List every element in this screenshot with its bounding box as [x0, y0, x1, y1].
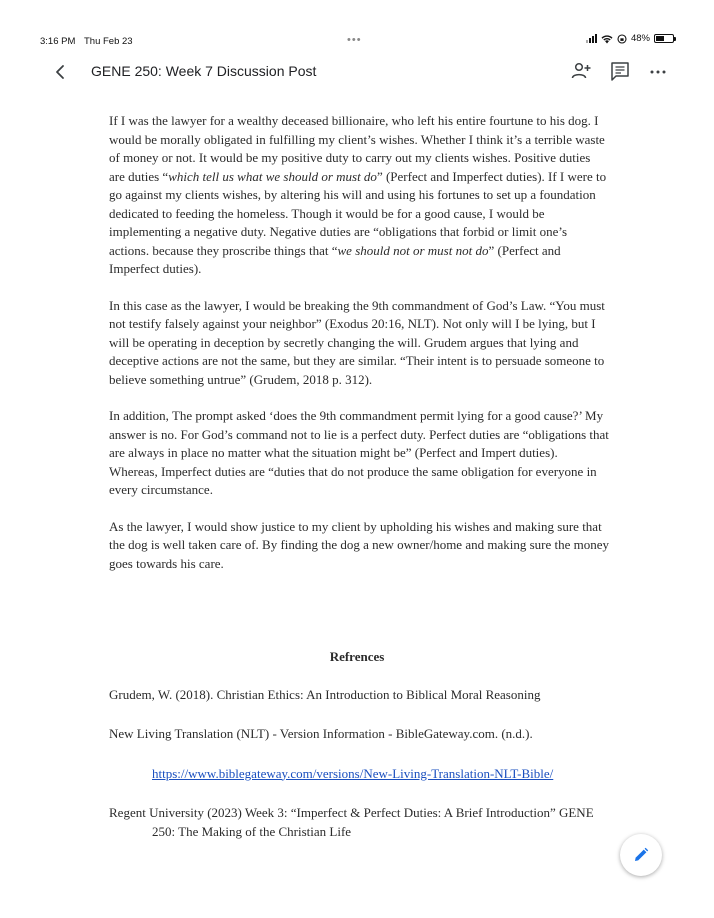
document-body[interactable]: [109, 112, 609, 862]
add-person-icon: [569, 59, 593, 83]
battery-icon: [654, 34, 674, 43]
paragraph-1-text-b: ” (Perfect and Imperfect duties). If I were to go against my clients wishes, by altering his will and using his fortunes to set up a foundation dedicated to feeding the homeless. Though it would be for a good cause, I would be implementing a negative duty. Negative duties are “obligations that forbid or limit one’s actions. because they proscribe things that “: [109, 168, 607, 258]
more-options-button[interactable]: [646, 59, 670, 83]
status-indicators: [586, 33, 674, 44]
document-title: GENE 250: Week 7 Discussion Post: [91, 63, 317, 79]
back-button[interactable]: [50, 58, 72, 86]
back-arrow-icon: [50, 58, 72, 86]
status-time: 3:16 PM: [40, 36, 76, 47]
status-date: Thu Feb 23: [84, 36, 133, 47]
paragraph-1: [109, 112, 609, 279]
paragraph-4: As the lawyer, I would show justice to my client by upholding his wishes and making sure that the dog is well taken care of. By finding the dog a new owner/home and making sure the money goes towards his care.: [109, 518, 610, 571]
more-icon: [646, 59, 670, 83]
paragraph-1-text-a: If I was the lawyer for a wealthy deceased billionaire, who left his entire fourtune to his dog. I would be morally obligated in fulfilling my client’s wishes. Whether I think it’s a terrible waste of money or not. It would be my positive duty to carry out my clients wishes. Positive duties are duties “: [109, 113, 605, 184]
wifi-icon: [601, 34, 613, 44]
status-bar: [0, 0, 714, 47]
references-heading: Refrences: [329, 649, 385, 664]
app-bar: [0, 56, 714, 92]
battery-percent: 48%: [630, 33, 650, 44]
reference-link[interactable]: https://www.biblegateway.com/versions/New-Living-Translation-NLT-Bible/: [152, 765, 554, 781]
reference-text: New Living Translation (NLT) - Version Information - BibleGateway.com. (n.d.).: [109, 726, 533, 741]
comments-button[interactable]: [608, 59, 632, 83]
comment-icon: [608, 59, 632, 83]
paragraph-1-italic-2: we should not or must not do: [337, 242, 489, 258]
paragraph-1-italic-1: which tell us what we should or must do: [168, 168, 377, 184]
orientation-lock-icon: [617, 34, 627, 44]
paragraph-1-text-c: ” (Perfect and Imperfect duties).: [109, 242, 561, 276]
edit-pencil-icon: [632, 846, 650, 864]
edit-button[interactable]: [620, 834, 662, 876]
reference-item: [109, 725, 609, 783]
multitasking-dots[interactable]: •••: [347, 34, 362, 46]
reference-item: Regent University (2023) Week 3: “Imperfect & Perfect Duties: A Brief Introduction” GENE 250: The Making of the Christian Life: [109, 805, 594, 839]
signal-icon: [586, 34, 597, 43]
paragraph-2: In this case as the lawyer, I would be breaking the 9th commandment of God’s Law. “You must not testify falsely against your neighbor” (Exodus 20:16, NLT). Not only will I be lying, but I will be operating in deception by secretly changing the will. Grudem argues that lying and deceptive actions are not the same, but they are similar. “Their intent is to persuade someone to believe something untrue” (Grudem, 2018 p. 312).: [109, 297, 605, 387]
share-button[interactable]: [569, 59, 593, 83]
paragraph-3: In addition, The prompt asked ‘does the 9th commandment permit lying for a good cause?’ My answer is no. For God’s command not to lie is a perfect duty. Perfect duties are “obligations that are always in place no matter what the situation might be” (Perfect and Impert duties). Whereas, Imperfect duties are “duties that do not produce the same obligation for everyone in every circumstance.: [109, 408, 609, 497]
reference-item: Grudem, W. (2018). Christian Ethics: An Introduction to Biblical Moral Reasoning: [109, 686, 541, 702]
